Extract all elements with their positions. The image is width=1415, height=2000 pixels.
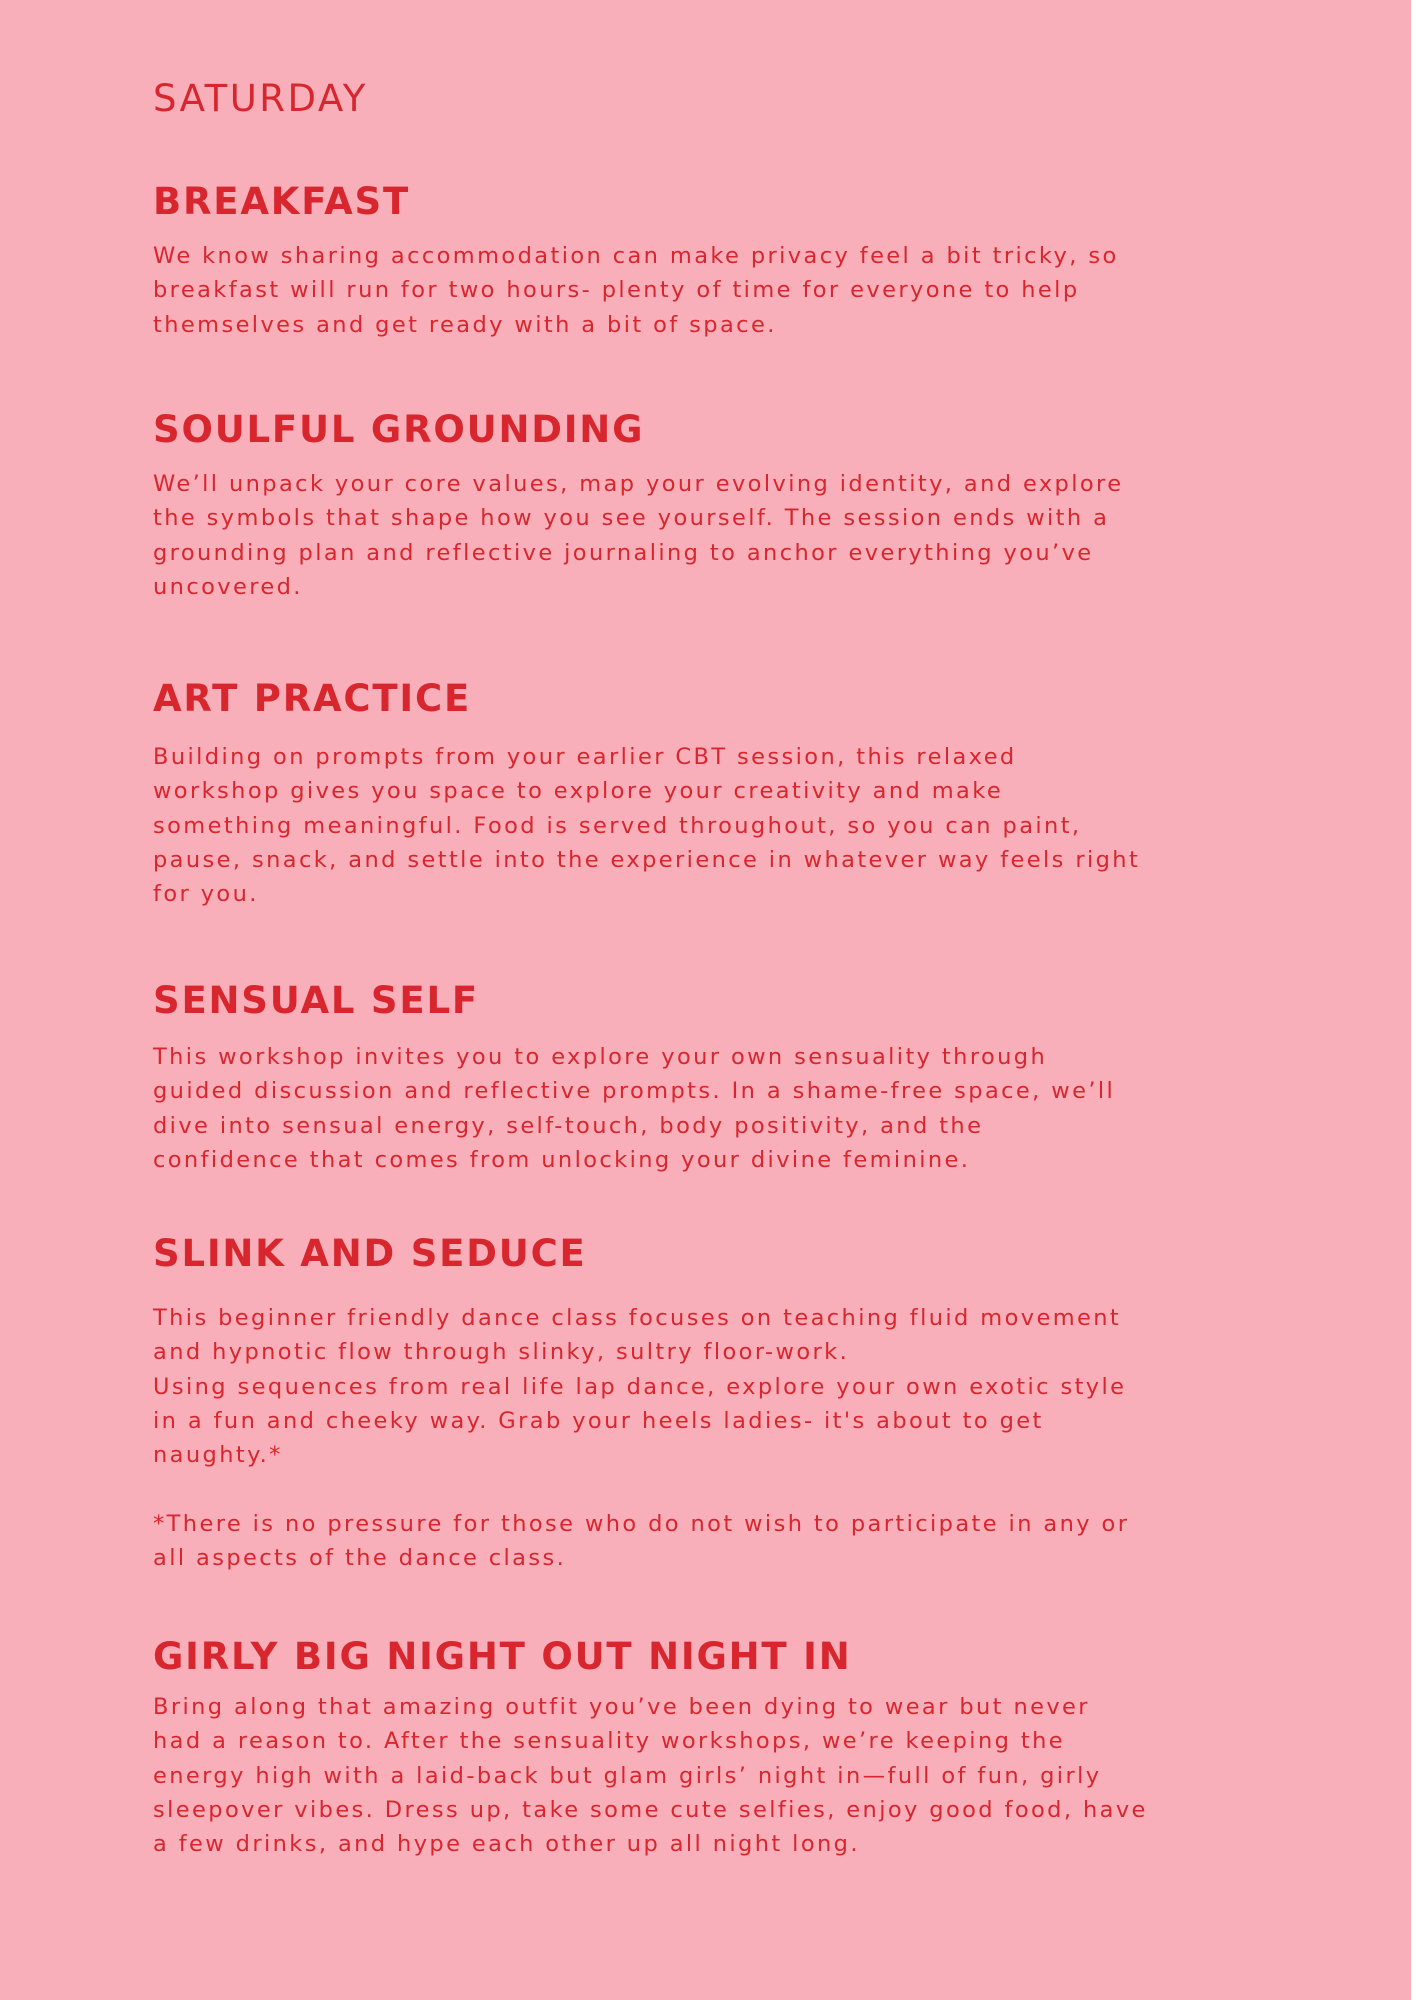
section-body: This beginner friendly dance class focuses on teaching fluid movement and hypnotic flow through slinky, sultry floor-work. Using sequences from real life lap dance, explore your own exotic style in a fun and cheeky way. Grab your heels ladies- it's about to get naughty.* *There is no pressure for those who do not wish to participate in any or all aspects of the dance class. [153, 1305, 1130, 1572]
section-heading: ART PRACTICE [153, 677, 472, 720]
section-sensual-self [153, 974, 1203, 1177]
section-girly-big-night [153, 1630, 1203, 1861]
section-heading: SLINK AND SEDUCE [153, 1232, 587, 1275]
section-slink-and-seduce [153, 1227, 1203, 1575]
section-breakfast [153, 175, 1203, 342]
section-heading: SOULFUL GROUNDING [153, 408, 645, 451]
day-title: SATURDAY [153, 77, 368, 120]
section-heading: GIRLY BIG NIGHT OUT NIGHT IN [153, 1635, 852, 1678]
section-heading: BREAKFAST [153, 180, 411, 223]
section-heading: SENSUAL SELF [153, 979, 479, 1022]
section-body: This workshop invites you to explore your own sensuality through guided discussion and reflective prompts. In a shame-free space, we’ll dive into sensual energy, self-touch, body positivity, and the confidence that comes from unlocking your divine feminine. [153, 1044, 1116, 1173]
section-body: We’ll unpack your core values, map your evolving identity, and explore the symbols that shape how you see yourself. The session ends with a grounding plan and reflective journaling to anchor everything you’ve uncovered. [153, 471, 1124, 600]
section-art-practice [153, 672, 1203, 911]
section-body: We know sharing accommodation can make privacy feel a bit tricky, so breakfast will run for two hours- plenty of time for everyone to help themselves and get ready with a bit of space. [153, 243, 1119, 338]
section-body: Building on prompts from your earlier CBT session, this relaxed workshop gives you space to explore your creativity and make something meaningful. Food is served throughout, so you can paint, pause, snack, and settle into the experience in whatever way feels right for you. [153, 744, 1141, 908]
page-edge [1411, 0, 1415, 2000]
section-soulful-grounding [153, 403, 1203, 604]
section-body: Bring along that amazing outfit you’ve been dying to wear but never had a reason to. After the sensuality workshops, we’re keeping the energy high with a laid-back but glam girls’ night in—full of fun, girly sleepover vibes. Dress up, take some cute selfies, enjoy good food, have a few drinks, and hype each other up all night long. [153, 1694, 1148, 1858]
